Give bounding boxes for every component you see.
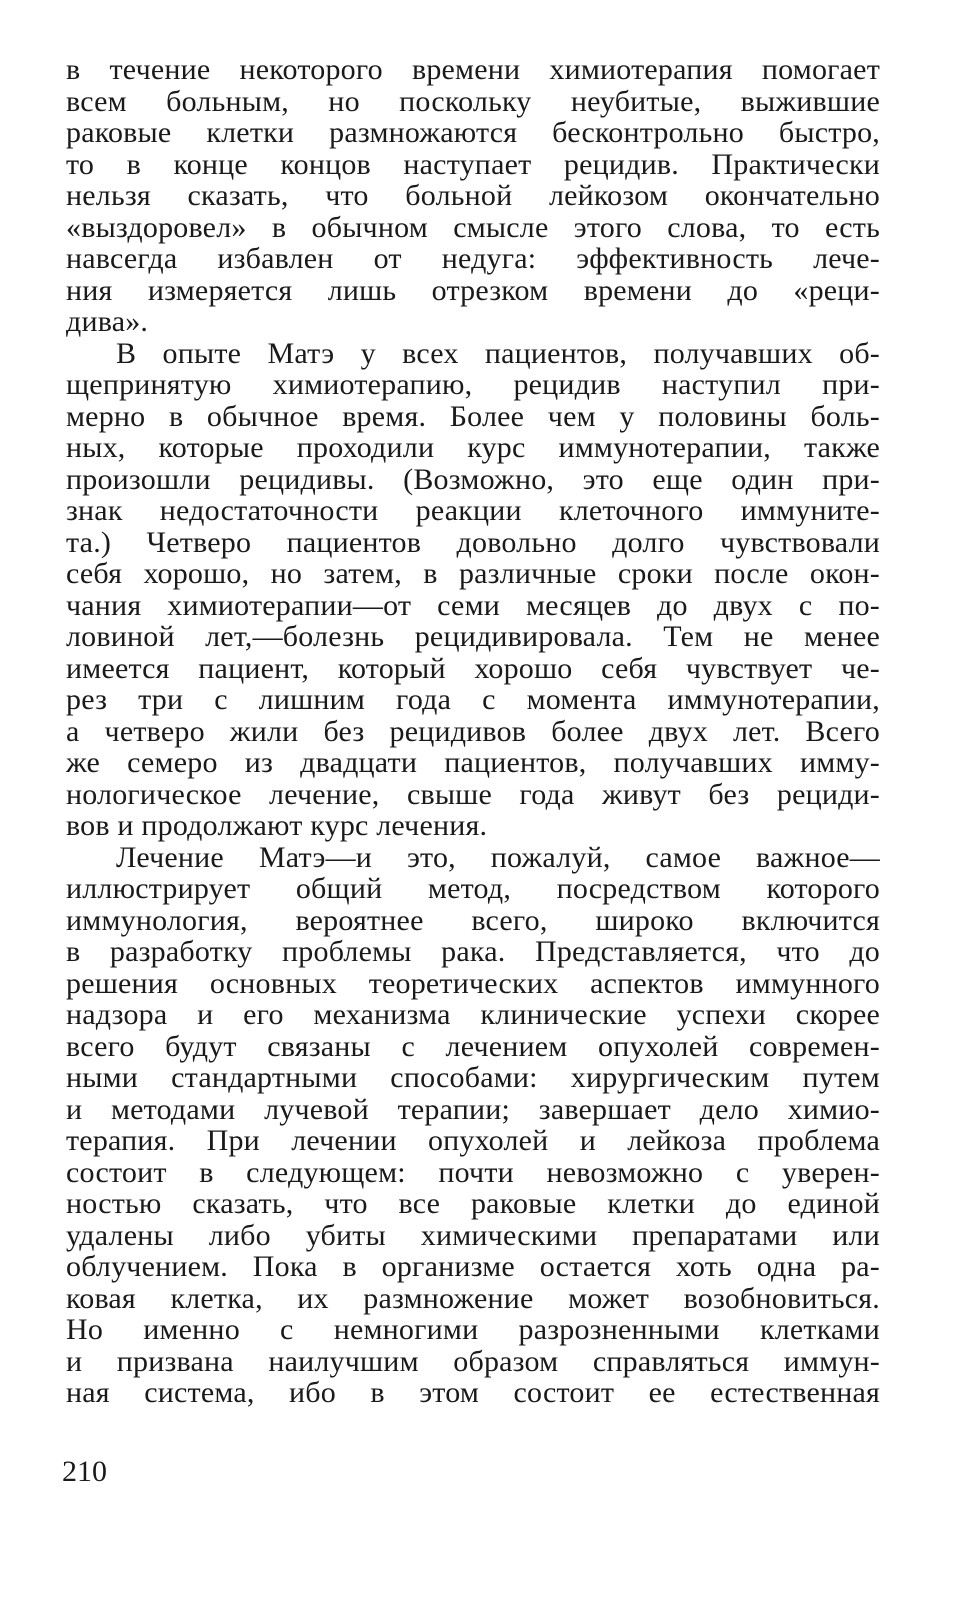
text-line: чания химиотерапии—от семи месяцев до двух с по- [66, 588, 880, 622]
text-line: Но именно с немногими разрозненными клетками [66, 1313, 880, 1346]
text-line: иллюстрирует общий метод, посредством которого [66, 872, 880, 905]
text-line: состоит в следующем: почти невозможно с уверен- [66, 1155, 880, 1189]
text-line: ная система, ибо в этом состоит ее естественная [66, 1376, 880, 1409]
text-line: вов и продолжают курс лечения. [66, 809, 488, 842]
text-line: ностью сказать, что все раковые клетки до единой [66, 1187, 880, 1220]
text-line: рез три с лишним года с момента иммунотерапии, [66, 683, 880, 716]
text-line: «выздоровел» в обычном смысле этого слова, то есть [66, 210, 880, 244]
page-number: 210 [62, 1455, 107, 1488]
text-line: нологическое лечение, свыше года живут без рециди- [66, 777, 880, 811]
text-line: всем больным, но поскольку неубитые, выжившие [66, 84, 880, 118]
text-line: Лечение Матэ—и это, пожалуй, самое важное— [116, 840, 880, 874]
text-line: ных, которые проходили курс иммунотерапии, также [66, 431, 880, 464]
text-line: ковая клетка, их размножение может возобновиться. [66, 1281, 880, 1315]
text-line: облучением. Пока в организме остается хоть одна ра- [66, 1250, 880, 1283]
text-line: та.) Четверо пациентов довольно долго чувствовали [66, 525, 880, 559]
text-line: нельзя сказать, что больной лейкозом окончательно [66, 179, 880, 212]
text-line: ными стандартными способами: хирургическим путем [66, 1061, 880, 1094]
text-line: в течение некоторого времени химиотерапия помогает [66, 53, 880, 86]
text-line: раковые клетки размножаются бесконтрольно быстро, [66, 116, 880, 149]
page-text [66, 54, 880, 1409]
text-line: и призвана наилучшим образом справляться иммун- [66, 1344, 880, 1378]
text-line: терапия. При лечении опухолей и лейкоза проблема [66, 1124, 880, 1157]
text-line: себя хорошо, но затем, в различные сроки после окон- [66, 557, 880, 590]
text-line: мерно в обычное время. Более чем у половины боль- [66, 399, 880, 433]
paragraph [66, 338, 880, 842]
text-line: произошли рецидивы. (Возможно, это еще один при- [66, 462, 880, 496]
paragraph [66, 54, 880, 338]
text-line: надзора и его механизма клинические успехи скорее [66, 998, 880, 1031]
text-line: знак недостаточности реакции клеточного иммуните- [66, 494, 880, 527]
text-line: иммунология, вероятнее всего, широко включится [66, 903, 880, 937]
text-line: удалены либо убиты химическими препаратами или [66, 1218, 880, 1252]
text-line: всего будут связаны с лечением опухолей современ- [66, 1029, 880, 1063]
text-line: а четверо жили без рецидивов более двух лет. Всего [66, 714, 880, 748]
text-line: щепринятую химиотерапию, рецидив наступил при- [66, 368, 880, 401]
text-line: ловиной лет,—болезнь рецидивировала. Тем не менее [66, 620, 880, 653]
text-line: то в конце концов наступает рецидив. Практически [66, 147, 880, 181]
text-line: в разработку проблемы рака. Представляется, что до [66, 935, 880, 968]
text-line: навсегда избавлен от недуга: эффективность лече- [66, 242, 880, 275]
text-line: В опыте Матэ у всех пациентов, получавших об- [116, 336, 880, 370]
paragraph [66, 842, 880, 1409]
text-line: же семеро из двадцати пациентов, получавших имму- [66, 746, 880, 779]
text-line: и методами лучевой терапии; завершает дело химио- [66, 1092, 880, 1126]
text-line: ния измеряется лишь отрезком времени до «реци- [66, 273, 880, 307]
text-line: решения основных теоретических аспектов иммунного [66, 966, 880, 1000]
text-line: имеется пациент, который хорошо себя чувствует че- [66, 651, 880, 685]
text-line: дива». [66, 305, 149, 338]
